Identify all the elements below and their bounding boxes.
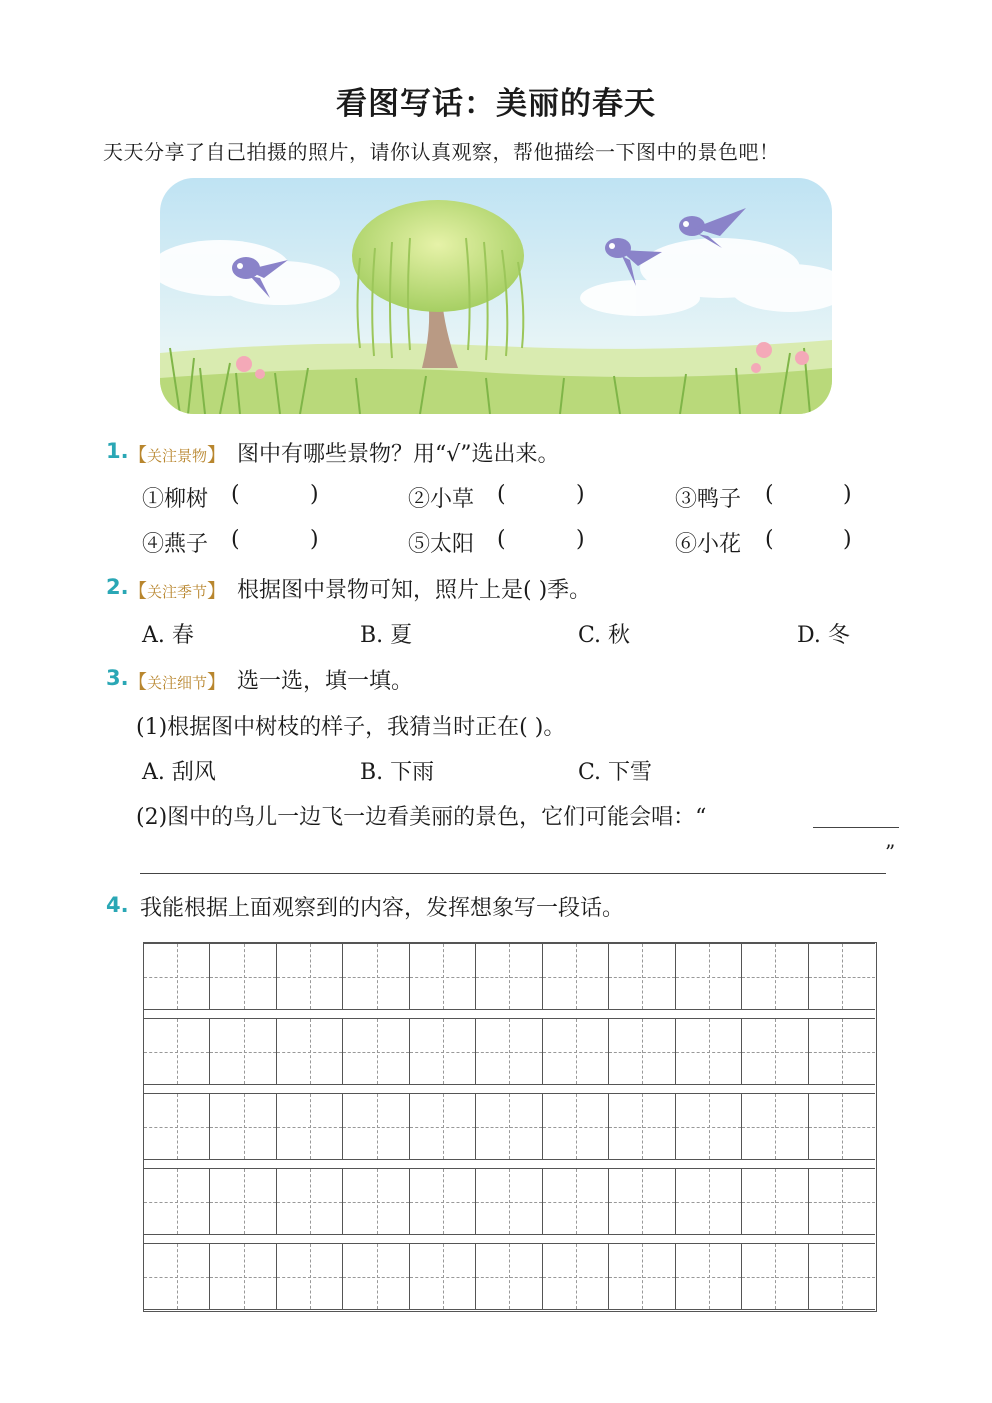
grid-cell[interactable] [609, 1019, 675, 1084]
grid-guide-line [809, 1202, 875, 1203]
grid-row[interactable] [144, 1093, 875, 1160]
q1-option-3: ③鸭子 [675, 487, 742, 512]
grid-guide-line [277, 1277, 342, 1278]
q2-option-a[interactable]: A. 春 [142, 623, 194, 648]
grid-guide-line [609, 1277, 674, 1278]
grid-cell[interactable] [476, 1169, 542, 1234]
grid-cell[interactable] [742, 1169, 808, 1234]
grid-cell[interactable] [476, 944, 542, 1009]
grid-guide-line [809, 1127, 875, 1128]
grid-guide-line [742, 1127, 807, 1128]
grid-guide-line [742, 977, 807, 978]
q2-option-d[interactable]: D. 冬 [797, 623, 850, 648]
grid-guide-line [609, 977, 674, 978]
page-title: 看图写话：美丽的春天 [336, 86, 656, 122]
grid-cell[interactable] [277, 944, 343, 1009]
grid-guide-line [742, 1202, 807, 1203]
grid-guide-line [676, 1127, 741, 1128]
grid-cell[interactable] [410, 944, 476, 1009]
grid-cell[interactable] [343, 1094, 409, 1159]
grid-guide-line [676, 1202, 741, 1203]
grid-guide-line [277, 977, 342, 978]
grid-guide-line [277, 1202, 342, 1203]
grid-guide-line [609, 1127, 674, 1128]
grid-guide-line [676, 1052, 741, 1053]
grid-cell[interactable] [144, 1094, 210, 1159]
question-3-sub-2: (2)图中的鸟儿一边飞一边看美丽的景色，它们可能会唱：“ [136, 805, 707, 830]
grid-guide-line [809, 1052, 875, 1053]
grid-guide-line [809, 977, 875, 978]
question-1-tag: 【关注景物】 [128, 444, 227, 466]
grid-guide-line [543, 1202, 608, 1203]
grid-guide-line [543, 1127, 608, 1128]
grid-guide-line [809, 1277, 875, 1278]
question-1-number: 1. [106, 439, 129, 463]
grid-cell[interactable] [676, 944, 742, 1009]
grid-cell[interactable] [476, 1094, 542, 1159]
q3-option-b[interactable]: B. 下雨 [360, 760, 435, 785]
grid-guide-line [277, 1052, 342, 1053]
q3-option-c[interactable]: C. 下雪 [578, 760, 653, 785]
question-2-text: 根据图中景物可知，照片上是( )季。 [237, 578, 592, 603]
grid-row[interactable] [144, 1243, 875, 1310]
grid-guide-line [210, 1052, 275, 1053]
grid-row[interactable] [144, 1018, 875, 1085]
question-2-tag: 【关注季节】 [128, 580, 227, 602]
q1-option-1: ①柳树 [142, 487, 209, 512]
grid-cell[interactable] [609, 1094, 675, 1159]
grid-cell[interactable] [410, 1244, 476, 1309]
q2-option-c[interactable]: C. 秋 [578, 623, 631, 648]
grid-cell[interactable] [210, 944, 276, 1009]
grid-guide-line [676, 977, 741, 978]
grid-cell[interactable] [476, 1019, 542, 1084]
grid-cell[interactable] [809, 1244, 875, 1309]
grid-cell[interactable] [676, 1019, 742, 1084]
grid-cell[interactable] [742, 944, 808, 1009]
grid-guide-line [144, 1052, 209, 1053]
grid-cell[interactable] [543, 1244, 609, 1309]
grid-cell[interactable] [609, 1244, 675, 1309]
grid-cell[interactable] [144, 944, 210, 1009]
grid-guide-line [144, 1127, 209, 1128]
grid-cell[interactable] [410, 1019, 476, 1084]
grid-cell[interactable] [676, 1244, 742, 1309]
question-3-number: 3. [106, 666, 129, 690]
grid-guide-line [210, 1127, 275, 1128]
grid-cell[interactable] [742, 1019, 808, 1084]
spring-scene-illustration [160, 178, 832, 414]
q1-option-4: ④燕子 [142, 532, 209, 557]
question-4-text: 我能根据上面观察到的内容，发挥想象写一段话。 [140, 896, 625, 921]
grid-guide-line [343, 1277, 408, 1278]
grid-row[interactable] [144, 1168, 875, 1235]
grid-cell[interactable] [210, 1169, 276, 1234]
grid-guide-line [476, 1127, 541, 1128]
grid-guide-line [410, 1127, 475, 1128]
grid-cell[interactable] [410, 1094, 476, 1159]
question-3-sub-1: (1)根据图中树枝的样子，我猜当时正在( )。 [136, 715, 566, 740]
grid-cell[interactable] [410, 1169, 476, 1234]
grid-cell[interactable] [742, 1244, 808, 1309]
grid-cell[interactable] [277, 1169, 343, 1234]
grid-guide-line [210, 1277, 275, 1278]
grid-cell[interactable] [210, 1019, 276, 1084]
answer-line[interactable] [140, 873, 886, 874]
question-4-number: 4. [106, 893, 129, 917]
grid-guide-line [410, 1052, 475, 1053]
grid-guide-line [343, 1127, 408, 1128]
writing-grid[interactable] [143, 942, 877, 1312]
grid-guide-line [144, 1277, 209, 1278]
answer-line[interactable] [813, 827, 899, 828]
grid-cell[interactable] [144, 1244, 210, 1309]
grid-guide-line [410, 1202, 475, 1203]
grid-guide-line [144, 1202, 209, 1203]
grid-cell[interactable] [742, 1094, 808, 1159]
grid-guide-line [343, 1052, 408, 1053]
grid-cell[interactable] [809, 1019, 875, 1084]
grid-cell[interactable] [543, 1094, 609, 1159]
question-3-tag: 【关注细节】 [128, 671, 227, 693]
grid-cell[interactable] [476, 1244, 542, 1309]
grid-guide-line [543, 1052, 608, 1053]
grid-guide-line [609, 1052, 674, 1053]
grid-guide-line [144, 977, 209, 978]
close-quote: ” [885, 840, 896, 864]
grid-cell[interactable] [676, 1169, 742, 1234]
grid-guide-line [343, 977, 408, 978]
grid-cell[interactable] [609, 1169, 675, 1234]
grid-guide-line [476, 1202, 541, 1203]
grid-cell[interactable] [343, 944, 409, 1009]
q1-answer-paren[interactable]: ( [231, 527, 240, 552]
grid-guide-line [609, 1202, 674, 1203]
grid-cell[interactable] [343, 1019, 409, 1084]
grid-guide-line [476, 1277, 541, 1278]
question-3-text: 选一选，填一填。 [237, 669, 414, 694]
q1-option-5: ⑤太阳 [408, 532, 475, 557]
grid-guide-line [476, 1052, 541, 1053]
grid-cell[interactable] [676, 1094, 742, 1159]
grid-guide-line [410, 977, 475, 978]
grid-cell[interactable] [809, 1094, 875, 1159]
grid-guide-line [210, 1202, 275, 1203]
grid-cell[interactable] [144, 1169, 210, 1234]
question-2-number: 2. [106, 575, 129, 599]
grid-cell[interactable] [144, 1019, 210, 1084]
grid-guide-line [410, 1277, 475, 1278]
q1-option-2: ②小草 [408, 487, 475, 512]
q1-answer-paren[interactable]: ( [231, 482, 240, 507]
grid-cell[interactable] [809, 1169, 875, 1234]
grid-guide-line [343, 1202, 408, 1203]
grid-guide-line [543, 1277, 608, 1278]
grid-cell[interactable] [543, 944, 609, 1009]
grid-cell[interactable] [277, 1019, 343, 1084]
intro-text: 天天分享了自己拍摄的照片，请你认真观察，帮他描绘一下图中的景色吧！ [103, 140, 780, 164]
grid-guide-line [210, 977, 275, 978]
grid-guide-line [543, 977, 608, 978]
grid-cell[interactable] [210, 1244, 276, 1309]
grid-cell[interactable] [210, 1094, 276, 1159]
q1-answer-paren[interactable]: ( [497, 482, 506, 507]
grid-guide-line [277, 1127, 342, 1128]
grid-guide-line [476, 977, 541, 978]
q1-answer-paren[interactable]: ( [497, 527, 506, 552]
grid-row[interactable] [144, 943, 875, 1010]
grid-cell[interactable] [343, 1244, 409, 1309]
grid-cell[interactable] [543, 1019, 609, 1084]
q1-option-6: ⑥小花 [675, 532, 742, 557]
grid-guide-line [742, 1052, 807, 1053]
grid-cell[interactable] [609, 944, 675, 1009]
grid-guide-line [676, 1277, 741, 1278]
grid-guide-line [742, 1277, 807, 1278]
q2-option-b[interactable]: B. 夏 [360, 623, 413, 648]
grid-cell[interactable] [343, 1169, 409, 1234]
grid-cell[interactable] [543, 1169, 609, 1234]
grid-cell[interactable] [277, 1094, 343, 1159]
question-1-text: 图中有哪些景物？用“√”选出来。 [237, 442, 560, 467]
q1-answer-paren[interactable]: ( [765, 482, 774, 507]
q3-option-a[interactable]: A. 刮风 [142, 760, 216, 785]
grid-cell[interactable] [277, 1244, 343, 1309]
grid-cell[interactable] [809, 944, 875, 1009]
q1-answer-paren[interactable]: ( [765, 527, 774, 552]
